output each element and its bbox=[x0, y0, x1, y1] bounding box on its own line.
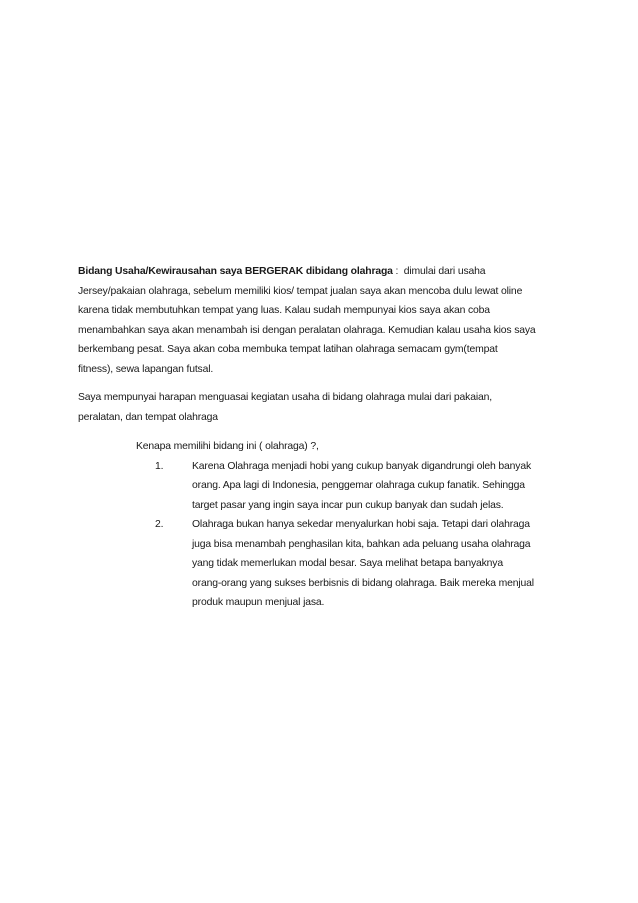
heading-colon: : bbox=[392, 266, 404, 277]
list-item-line: Olahraga bukan hanya sekedar menyalurkan hobi saja. Tetapi dari olahraga bbox=[192, 519, 530, 530]
paragraph-line: menambahkan saya akan menambah isi dengan peralatan olahraga. Kemudian kalau usaha kios saya bbox=[78, 324, 536, 336]
paragraph-line: Saya mempunyai harapan menguasai kegiatan usaha di bidang olahraga mulai dari pakaian, bbox=[78, 392, 492, 403]
list-item bbox=[78, 515, 568, 613]
paragraph-hope bbox=[78, 388, 568, 427]
paragraph-first-line bbox=[78, 262, 568, 282]
list-number: 2. bbox=[155, 519, 164, 530]
list-item bbox=[78, 457, 568, 516]
paragraph-line: fitness), sewa lapangan futsal. bbox=[78, 363, 214, 375]
first-line-rest: dimulai dari usaha bbox=[403, 266, 486, 277]
list-item-line: juga bisa menambah penghasilan kita, bahkan ada peluang usaha olahraga bbox=[192, 538, 531, 550]
paragraph-line: Jersey/pakaian olahraga, sebelum memiliki kios/ tempat jualan saya akan mencoba dulu lewat oline bbox=[78, 285, 523, 297]
business-field-heading: Bidang Usaha/Kewirausahan saya BERGERAK dibidang olahraga bbox=[78, 266, 393, 277]
list-item-line: Karena Olahraga menjadi hobi yang cukup banyak digandrungi oleh banyak bbox=[192, 460, 531, 472]
paragraph-line: karena tidak membutuhkan tempat yang luas. Kalau sudah mempunyai kios saya akan coba bbox=[78, 305, 490, 316]
list-item-line: orang. Apa lagi di Indonesia, penggemar olahraga cukup fanatik. Sehingga bbox=[192, 480, 525, 491]
paragraph-line: berkembang pesat. Saya akan coba membuka tempat latihan olahraga semacam gym(tempat bbox=[78, 344, 498, 355]
list-item-line: orang-orang yang sukses berbisnis di bidang olahraga. Baik mereka menjual bbox=[192, 577, 534, 589]
list-item-line: target pasar yang ingin saya incar pun cukup banyak dan sudah jelas. bbox=[192, 499, 504, 511]
reason-list bbox=[78, 457, 568, 613]
paragraph-business-field bbox=[78, 262, 568, 379]
document-body bbox=[78, 262, 568, 613]
list-item-line: yang tidak memerlukan modal besar. Saya melihat betapa banyaknya bbox=[192, 558, 503, 569]
list-item-line: produk maupun menjual jasa. bbox=[192, 597, 325, 608]
list-number: 1. bbox=[155, 460, 164, 472]
paragraph-line: peralatan, dan tempat olahraga bbox=[78, 411, 218, 423]
reason-question: Kenapa memilihi bidang ini ( olahraga) ?, bbox=[136, 441, 319, 452]
